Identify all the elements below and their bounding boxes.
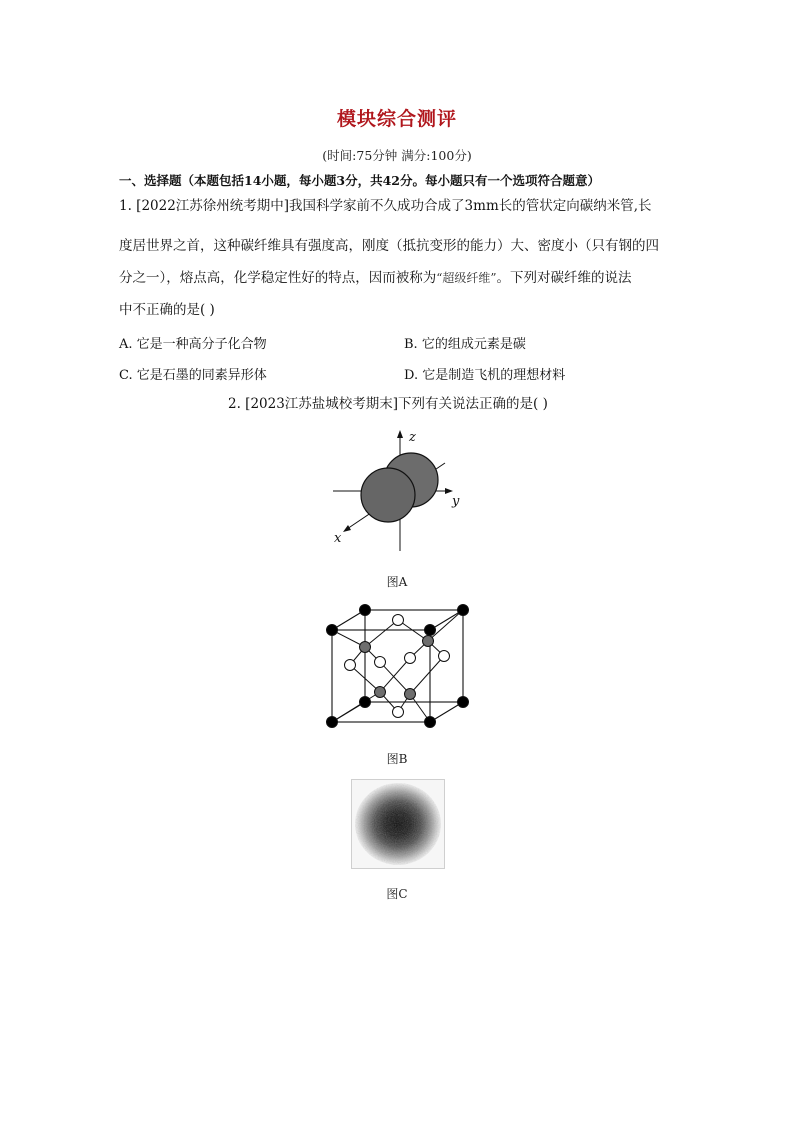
x-axis-arrow bbox=[343, 525, 351, 532]
face-atom bbox=[405, 653, 416, 664]
interior-atom bbox=[405, 689, 416, 700]
q1-quote: “超级纤维” bbox=[436, 271, 497, 285]
interior-atom bbox=[360, 642, 371, 653]
exam-info: (时间:75分钟 满分:100分) bbox=[322, 148, 472, 163]
q1-option-c: C. 它是石墨的同素异形体 bbox=[119, 368, 267, 383]
atoms bbox=[327, 605, 469, 728]
page-title: 模块综合测评 bbox=[336, 108, 457, 130]
face-atom bbox=[345, 660, 356, 671]
figure-c-caption: 图C bbox=[386, 887, 408, 901]
q1-line-1: 1. [2022江苏徐州统考期中]我国科学家前不久成功合成了3mm长的管状定向碳纳米管,长 bbox=[119, 198, 652, 214]
q1-line-3 bbox=[119, 270, 632, 286]
corner-atom bbox=[425, 717, 436, 728]
y-axis-label: y bbox=[452, 494, 460, 509]
corner-atom bbox=[327, 625, 338, 636]
z-axis-label: z bbox=[409, 430, 416, 445]
face-atom bbox=[375, 657, 386, 668]
corner-atom bbox=[327, 717, 338, 728]
figure-b-caption: 图B bbox=[386, 752, 408, 766]
corner-atom bbox=[360, 697, 371, 708]
figure-a-caption: 图A bbox=[386, 575, 408, 589]
interior-atom bbox=[423, 636, 434, 647]
section-heading: 一、选择题（本题包括14小题，每小题3分，共42分。每小题只有一个选项符合题意） bbox=[119, 173, 600, 188]
orbital-lobe-front bbox=[361, 468, 415, 522]
corner-atom bbox=[458, 697, 469, 708]
figure-b-crystal-cell bbox=[320, 600, 476, 730]
q2-stem: 2. [2023江苏盐城校考期末]下列有关说法正确的是( ) bbox=[228, 396, 548, 412]
face-atom bbox=[439, 651, 450, 662]
q1-option-d: D. 它是制造飞机的理想材料 bbox=[404, 368, 566, 383]
q1-line-3-b: 。下列对碳纤维的说法 bbox=[496, 270, 632, 286]
figure-c-electron-cloud bbox=[351, 779, 445, 869]
corner-atom bbox=[360, 605, 371, 616]
q1-option-b: B. 它的组成元素是碳 bbox=[404, 337, 526, 352]
cloud-speckle bbox=[355, 783, 441, 865]
x-axis-label: x bbox=[334, 531, 342, 546]
interior-atom bbox=[375, 687, 386, 698]
corner-atom bbox=[458, 605, 469, 616]
face-atom bbox=[393, 615, 404, 626]
face-atom bbox=[393, 707, 404, 718]
q1-line-2: 度居世界之首，这种碳纤维具有强度高，刚度（抵抗变形的能力）大、密度小（只有钢的四 bbox=[119, 238, 659, 254]
z-axis-arrow bbox=[397, 430, 403, 438]
figure-a-p-orbital bbox=[325, 425, 475, 555]
corner-atom bbox=[425, 625, 436, 636]
q1-line-3-a: 分之一），熔点高，化学稳定性好的特点，因而被称为 bbox=[119, 270, 437, 286]
q1-line-4: 中不正确的是( ) bbox=[119, 302, 215, 318]
q1-option-a: A. 它是一种高分子化合物 bbox=[119, 337, 267, 352]
